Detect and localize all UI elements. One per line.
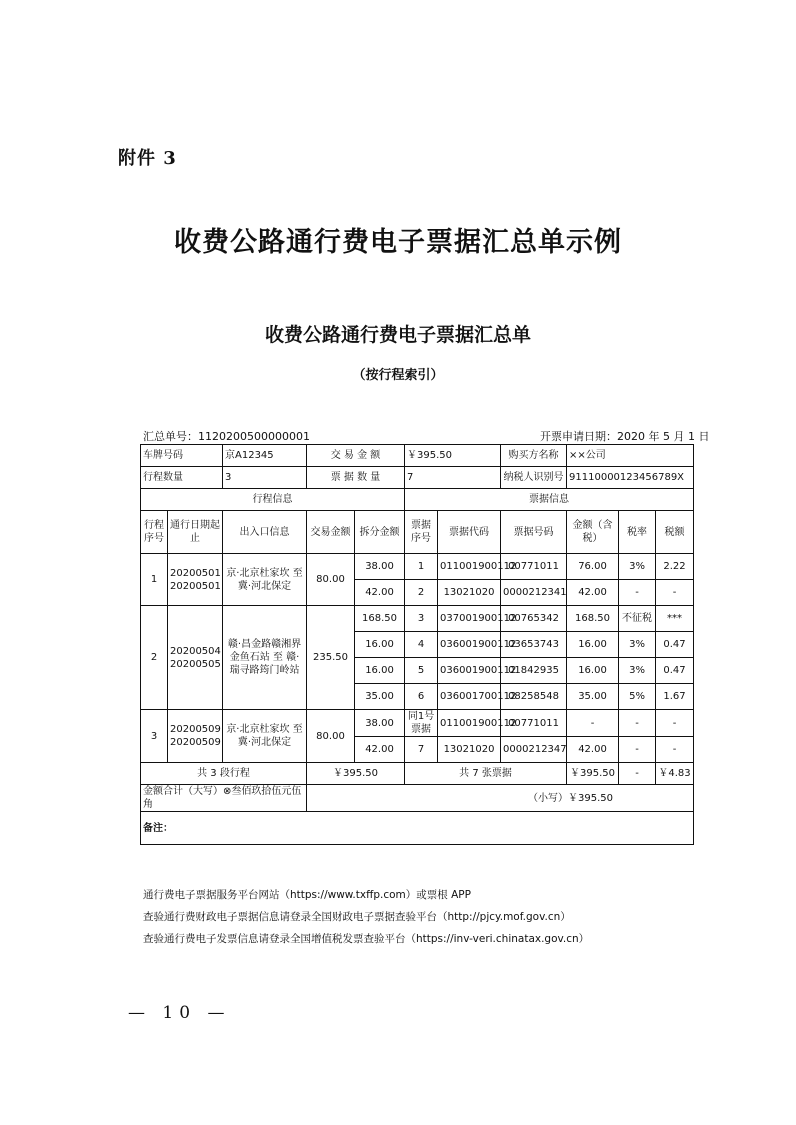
trip-amount: 80.00 (307, 710, 355, 763)
tax-rate: - (619, 710, 656, 737)
page-title: 收费公路通行费电子票据汇总单示例 (174, 227, 622, 258)
ticket-seq: 6 (405, 684, 438, 710)
table-row (141, 710, 694, 737)
taxid-value: 91110000123456789X (567, 467, 694, 489)
ticket-code: 13021020 (438, 737, 501, 763)
col-header: 税额 (656, 511, 694, 554)
tax-rate: 5% (619, 684, 656, 710)
trip-route: 京·北京杜家坎 至 冀·河北保定 (223, 710, 307, 763)
tax-amount: 0.47 (656, 658, 694, 684)
amount-label: 交 易 金 额 (307, 445, 405, 467)
trip-no: 3 (141, 710, 168, 763)
ticket-number: 00771011 (501, 710, 567, 737)
tax-rate: 不征税 (619, 606, 656, 632)
split-amount: 42.00 (355, 737, 405, 763)
total-tax: ￥4.83 (656, 763, 694, 785)
attachment-label: 附件 3 (118, 148, 177, 169)
ticket-number: 0000212347 (501, 737, 567, 763)
ticket-number: 03653743 (501, 632, 567, 658)
total-tickets: 共 7 张票据 (405, 763, 567, 785)
trip-dates: 20200501 20200501 (168, 554, 223, 606)
ticket-number: 08258548 (501, 684, 567, 710)
tickets-value: 7 (405, 467, 501, 489)
trip-info-header: 行程信息 (141, 489, 405, 511)
taxid-label: 纳税人识别号 (501, 467, 567, 489)
ticket-number: 00771011 (501, 554, 567, 580)
total-trips: 共 3 段行程 (141, 763, 307, 785)
amount-value: ￥395.50 (405, 445, 501, 467)
ticket-number: 0000212341 (501, 580, 567, 606)
ticket-code: 036001900112 (438, 658, 501, 684)
amount-in-words: ⊗叁佰玖拾伍元伍角 (143, 786, 302, 810)
plate-label: 车牌号码 (141, 445, 223, 467)
page-number: — 10 — (128, 1003, 231, 1023)
ticket-number: 00765342 (501, 606, 567, 632)
ticket-seq: 5 (405, 658, 438, 684)
col-header: 拆分金额 (355, 511, 405, 554)
trip-dates: 20200504 20200505 (168, 606, 223, 710)
tax-amount: - (656, 580, 694, 606)
column-header-row (141, 511, 694, 554)
tax-amount: - (656, 710, 694, 737)
form-title: 收费公路通行费电子票据汇总单 (264, 324, 531, 346)
ticket-seq: 2 (405, 580, 438, 606)
summary-number: 汇总单号：1120200500000001 (143, 430, 310, 443)
col-header: 票据序号 (405, 511, 438, 554)
ticket-total: 16.00 (567, 658, 619, 684)
ticket-code: 13021020 (438, 580, 501, 606)
plate-value: 京A12345 (223, 445, 307, 467)
tax-amount: 0.47 (656, 632, 694, 658)
ticket-seq: 1 (405, 554, 438, 580)
trips-value: 3 (223, 467, 307, 489)
ticket-total: 42.00 (567, 580, 619, 606)
ticket-total: 16.00 (567, 632, 619, 658)
ticket-seq: 4 (405, 632, 438, 658)
footer-line: 通行费电子票据服务平台网站（https://www.txffp.com）或票根 APP (143, 889, 471, 901)
trip-route: 赣·昌金路赣湘界金鱼石站 至 赣·瑞寻路筠门岭站 (223, 606, 307, 710)
col-header: 交易金额 (307, 511, 355, 554)
tax-rate: 3% (619, 554, 656, 580)
amount-words-cell (141, 785, 307, 812)
split-amount: 38.00 (355, 710, 405, 737)
trip-dates: 20200509 20200509 (168, 710, 223, 763)
apply-date: 开票申请日期：2020 年 5 月 1 日 (540, 430, 710, 443)
summary-table (140, 444, 694, 845)
ticket-code: 011001900112 (438, 710, 501, 737)
buyer-label: 购买方名称 (501, 445, 567, 467)
split-amount: 42.00 (355, 580, 405, 606)
total-ticket-amount: ￥395.50 (567, 763, 619, 785)
tax-amount: - (656, 737, 694, 763)
col-header: 行程序号 (141, 511, 168, 554)
col-header: 通行日期起止 (168, 511, 223, 554)
index-note: （按行程索引） (352, 368, 444, 383)
footer-line: 查验通行费财政电子票据信息请登录全国财政电子票据查验平台（http://pjcy.mof.gov.cn） (143, 911, 571, 923)
trips-label: 行程数量 (141, 467, 223, 489)
split-amount: 168.50 (355, 606, 405, 632)
tax-rate: - (619, 580, 656, 606)
ticket-code: 036001900112 (438, 632, 501, 658)
ticket-code: 036001700112 (438, 684, 501, 710)
ticket-total: 76.00 (567, 554, 619, 580)
tax-amount: 1.67 (656, 684, 694, 710)
ticket-total: 42.00 (567, 737, 619, 763)
ticket-total: 168.50 (567, 606, 619, 632)
remarks-row (141, 812, 694, 845)
split-amount: 16.00 (355, 632, 405, 658)
table-row (141, 554, 694, 580)
tax-rate: - (619, 737, 656, 763)
tax-amount: 2.22 (656, 554, 694, 580)
split-amount: 35.00 (355, 684, 405, 710)
split-amount: 16.00 (355, 658, 405, 684)
col-header: 票据号码 (501, 511, 567, 554)
section-header-row (141, 489, 694, 511)
col-header: 税率 (619, 511, 656, 554)
trip-amount: 80.00 (307, 554, 355, 606)
buyer-value: ××公司 (567, 445, 694, 467)
total-trip-amount: ￥395.50 (307, 763, 405, 785)
total-rate: - (619, 763, 656, 785)
ticket-seq: 3 (405, 606, 438, 632)
info-row-2 (141, 467, 694, 489)
tickets-label: 票 据 数 量 (307, 467, 405, 489)
ticket-total: 35.00 (567, 684, 619, 710)
amount-words-row (141, 785, 694, 812)
col-header: 金额（含税） (567, 511, 619, 554)
footer-line: 查验通行费电子发票信息请登录全国增值税发票查验平台（https://inv-veri.chinatax.gov.cn） (143, 933, 590, 945)
col-header: 票据代码 (438, 511, 501, 554)
trip-amount: 235.50 (307, 606, 355, 710)
ticket-code: 037001900112 (438, 606, 501, 632)
table-row (141, 606, 694, 632)
ticket-seq: 同1号票据 (405, 710, 438, 737)
tax-amount: *** (656, 606, 694, 632)
trip-route: 京·北京杜家坎 至 冀·河北保定 (223, 554, 307, 606)
split-amount: 38.00 (355, 554, 405, 580)
ticket-seq: 7 (405, 737, 438, 763)
ticket-info-header: 票据信息 (405, 489, 694, 511)
amount-in-figures: （小写）￥395.50 (307, 785, 694, 812)
ticket-total: - (567, 710, 619, 737)
tax-rate: 3% (619, 658, 656, 684)
trip-no: 2 (141, 606, 168, 710)
col-header: 出入口信息 (223, 511, 307, 554)
tax-rate: 3% (619, 632, 656, 658)
totals-row (141, 763, 694, 785)
ticket-number: 01842935 (501, 658, 567, 684)
info-row-1 (141, 445, 694, 467)
remarks-label: 备注： (141, 812, 694, 845)
trip-no: 1 (141, 554, 168, 606)
amount-words-label: 金额合计（大写） (143, 786, 223, 797)
ticket-code: 011001900112 (438, 554, 501, 580)
